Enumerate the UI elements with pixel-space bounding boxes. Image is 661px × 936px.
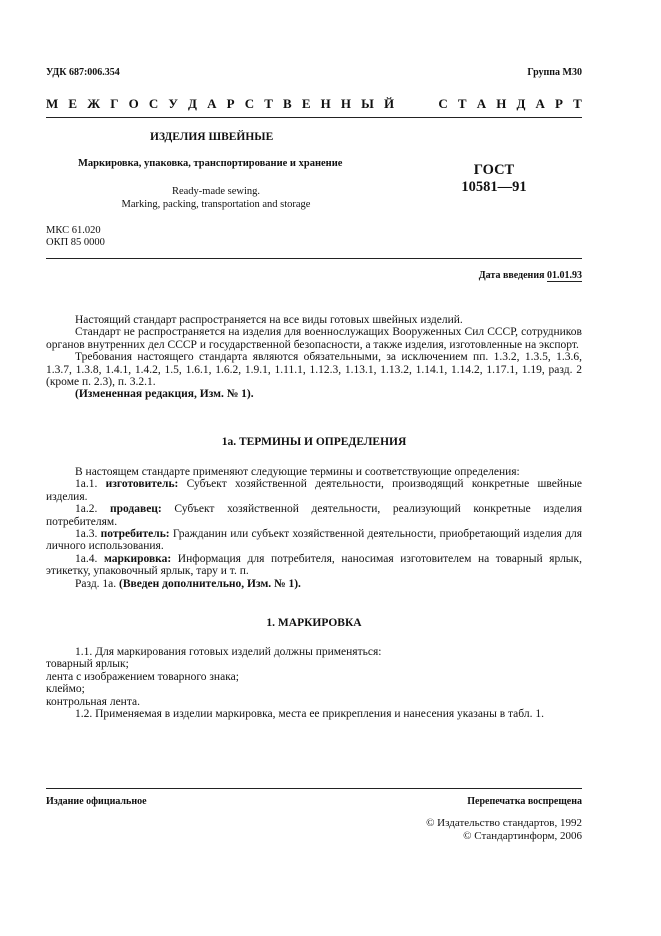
section-1a-body [46, 466, 582, 590]
banner-letter: Т [457, 96, 467, 111]
document-title: ИЗДЕЛИЯ ШВЕЙНЫЕ [150, 131, 274, 143]
banner-letter: Ы [361, 96, 374, 111]
definition-number: 1а.3. [75, 528, 98, 541]
okp-code: ОКП 85 0000 [46, 237, 105, 248]
title-rule [46, 258, 582, 259]
intro-paragraph-2: Стандарт не распространяется на изделия для военнослужащих Вооруженных Сил СССР, сотрудников органов внутренних дел СССР и государственной безопасности, а также изделия, изготовленные на экспорт. [46, 326, 582, 351]
marking-list-item: клеймо; [46, 683, 85, 696]
section-1-body [46, 646, 582, 720]
gost-number: 10581—91 [461, 179, 527, 195]
banner-letter: С [438, 96, 448, 111]
banner-letter: Д [188, 96, 197, 111]
banner-letter: Т [264, 96, 273, 111]
introduction-date-label: Дата введения [478, 270, 545, 281]
definition-number: 1а.2. [75, 503, 98, 516]
banner-letter: Н [340, 96, 351, 111]
clause-1-1: 1.1. Для маркирования готовых изделий должны применяться: [75, 646, 382, 658]
group-code: Группа М30 [527, 67, 582, 78]
banner-letter: С [244, 96, 255, 111]
clause-1-2: 1.2. Применяемая в изделии маркировка, места ее прикрепления и нанесения указаны в табл. 1. [75, 708, 544, 721]
section-1a-heading: 1а. ТЕРМИНЫ И ОПРЕДЕЛЕНИЯ [221, 436, 407, 448]
definition-item [46, 478, 582, 503]
marking-list-item: контрольная лента. [46, 695, 140, 708]
definition-term: изготовитель: [105, 478, 179, 491]
intro-paragraph-1: Настоящий стандарт распространяется на все виды готовых швейных изделий. [75, 314, 463, 326]
banner-letter: С [148, 96, 159, 111]
section-1a-lead: В настоящем стандарте применяют следующие термины и соответствующие определения: [75, 466, 520, 478]
definition-term: продавец: [109, 503, 162, 516]
document-subtitle: Маркировка, упаковка, транспортирование и хранение [78, 158, 343, 169]
definition-text: Информация для потребителя, наносимая изготовителем на товарный ярлык, этикетку, упаковочный ярлык, тару и т. п. [46, 552, 582, 578]
banner-letter: Р [226, 96, 235, 111]
intro-block [46, 314, 582, 401]
banner-letter: О [128, 96, 139, 111]
definition-text: Субъект хозяйственной деятельности, производящий конкретные швейные изделия. [46, 478, 583, 503]
banner-letter: Р [555, 96, 563, 111]
footer-rule [46, 788, 582, 789]
banner-letter: У [168, 96, 178, 111]
gost-label: ГОСТ [473, 162, 515, 178]
banner-letter: А [535, 96, 545, 111]
definition-item [46, 528, 582, 553]
banner-letter: Ж [87, 96, 101, 111]
definition-term: маркировка: [103, 552, 172, 565]
section-1a-amendment-note [46, 578, 582, 590]
intro-paragraph-3: Требования настоящего стандарта являются обязательными, за исключением пп. 1.3.2, 1.3.5, 1.3.6, 1.3.7, 1.3.8, 1.4.1, 1.4.2, 1.5, 1.6.1, 1.6.2, 1.9.1, 1.11.1, 1.12.3, 1.13.1, 1.13.2, 1.14.1, 1.14.2, 1.17.1, 1.19, разд. 2 (кроме п. 2.3), п. 3.2.1. [46, 351, 582, 389]
copyright-line-1: © Издательство стандартов, 1992 [426, 817, 582, 829]
english-title-line2: Marking, packing, transportation and storage [121, 199, 311, 210]
banner-letter: Й [384, 96, 395, 111]
copyright-line-2: © Стандартинформ, 2006 [463, 830, 582, 842]
definition-item [46, 553, 582, 578]
section-note-bold: (Введен дополнительно, Изм. № 1). [119, 577, 301, 590]
marking-list-item: товарный ярлык; [46, 658, 129, 671]
intro-amendment-note: (Измененная редакция, Изм. № 1). [75, 388, 254, 401]
banner-letter: Е [301, 96, 311, 111]
banner-letter: А [207, 96, 217, 111]
definition-number: 1а.1. [75, 478, 98, 491]
banner-letter: Т [573, 96, 582, 111]
banner-letter: Е [68, 96, 78, 111]
english-title-line1: Ready-made sewing. [171, 186, 261, 197]
marking-list-item: лента с изображением товарного знака; [46, 670, 239, 683]
banner-letter: Г [110, 96, 119, 111]
definition-number: 1а.4. [75, 552, 98, 565]
definition-term: потребитель: [100, 528, 170, 541]
introduction-date-value: 01.01.93 [547, 270, 582, 281]
official-edition-label: Издание официальное [46, 796, 147, 807]
top-rule [46, 117, 582, 118]
banner-letter: А [476, 96, 487, 111]
banner-letter: Д [516, 96, 526, 111]
interstate-standard-banner [46, 96, 582, 112]
banner-letter: Н [320, 96, 331, 111]
introduction-date [479, 270, 582, 281]
banner-letter: В [283, 96, 292, 111]
udk-code: УДК 687:006.354 [46, 67, 120, 78]
banner-letter: М [46, 96, 59, 111]
reprint-prohibited-label: Перепечатка воспрещена [467, 796, 582, 807]
mks-code: МКС 61.020 [46, 225, 101, 236]
section-note-prefix: Разд. 1а. [75, 577, 117, 590]
section-1-heading: 1. МАРКИРОВКА [266, 617, 362, 629]
banner-letter: Н [496, 96, 507, 111]
definition-text: Гражданин или субъект хозяйственной деятельности, приобретающий изделия для личного использования. [46, 528, 583, 553]
banner-word-gap [404, 96, 428, 112]
definition-item [46, 503, 582, 528]
definition-text: Субъект хозяйственной деятельности, реализующий конкретные изделия потребителям. [46, 503, 583, 528]
